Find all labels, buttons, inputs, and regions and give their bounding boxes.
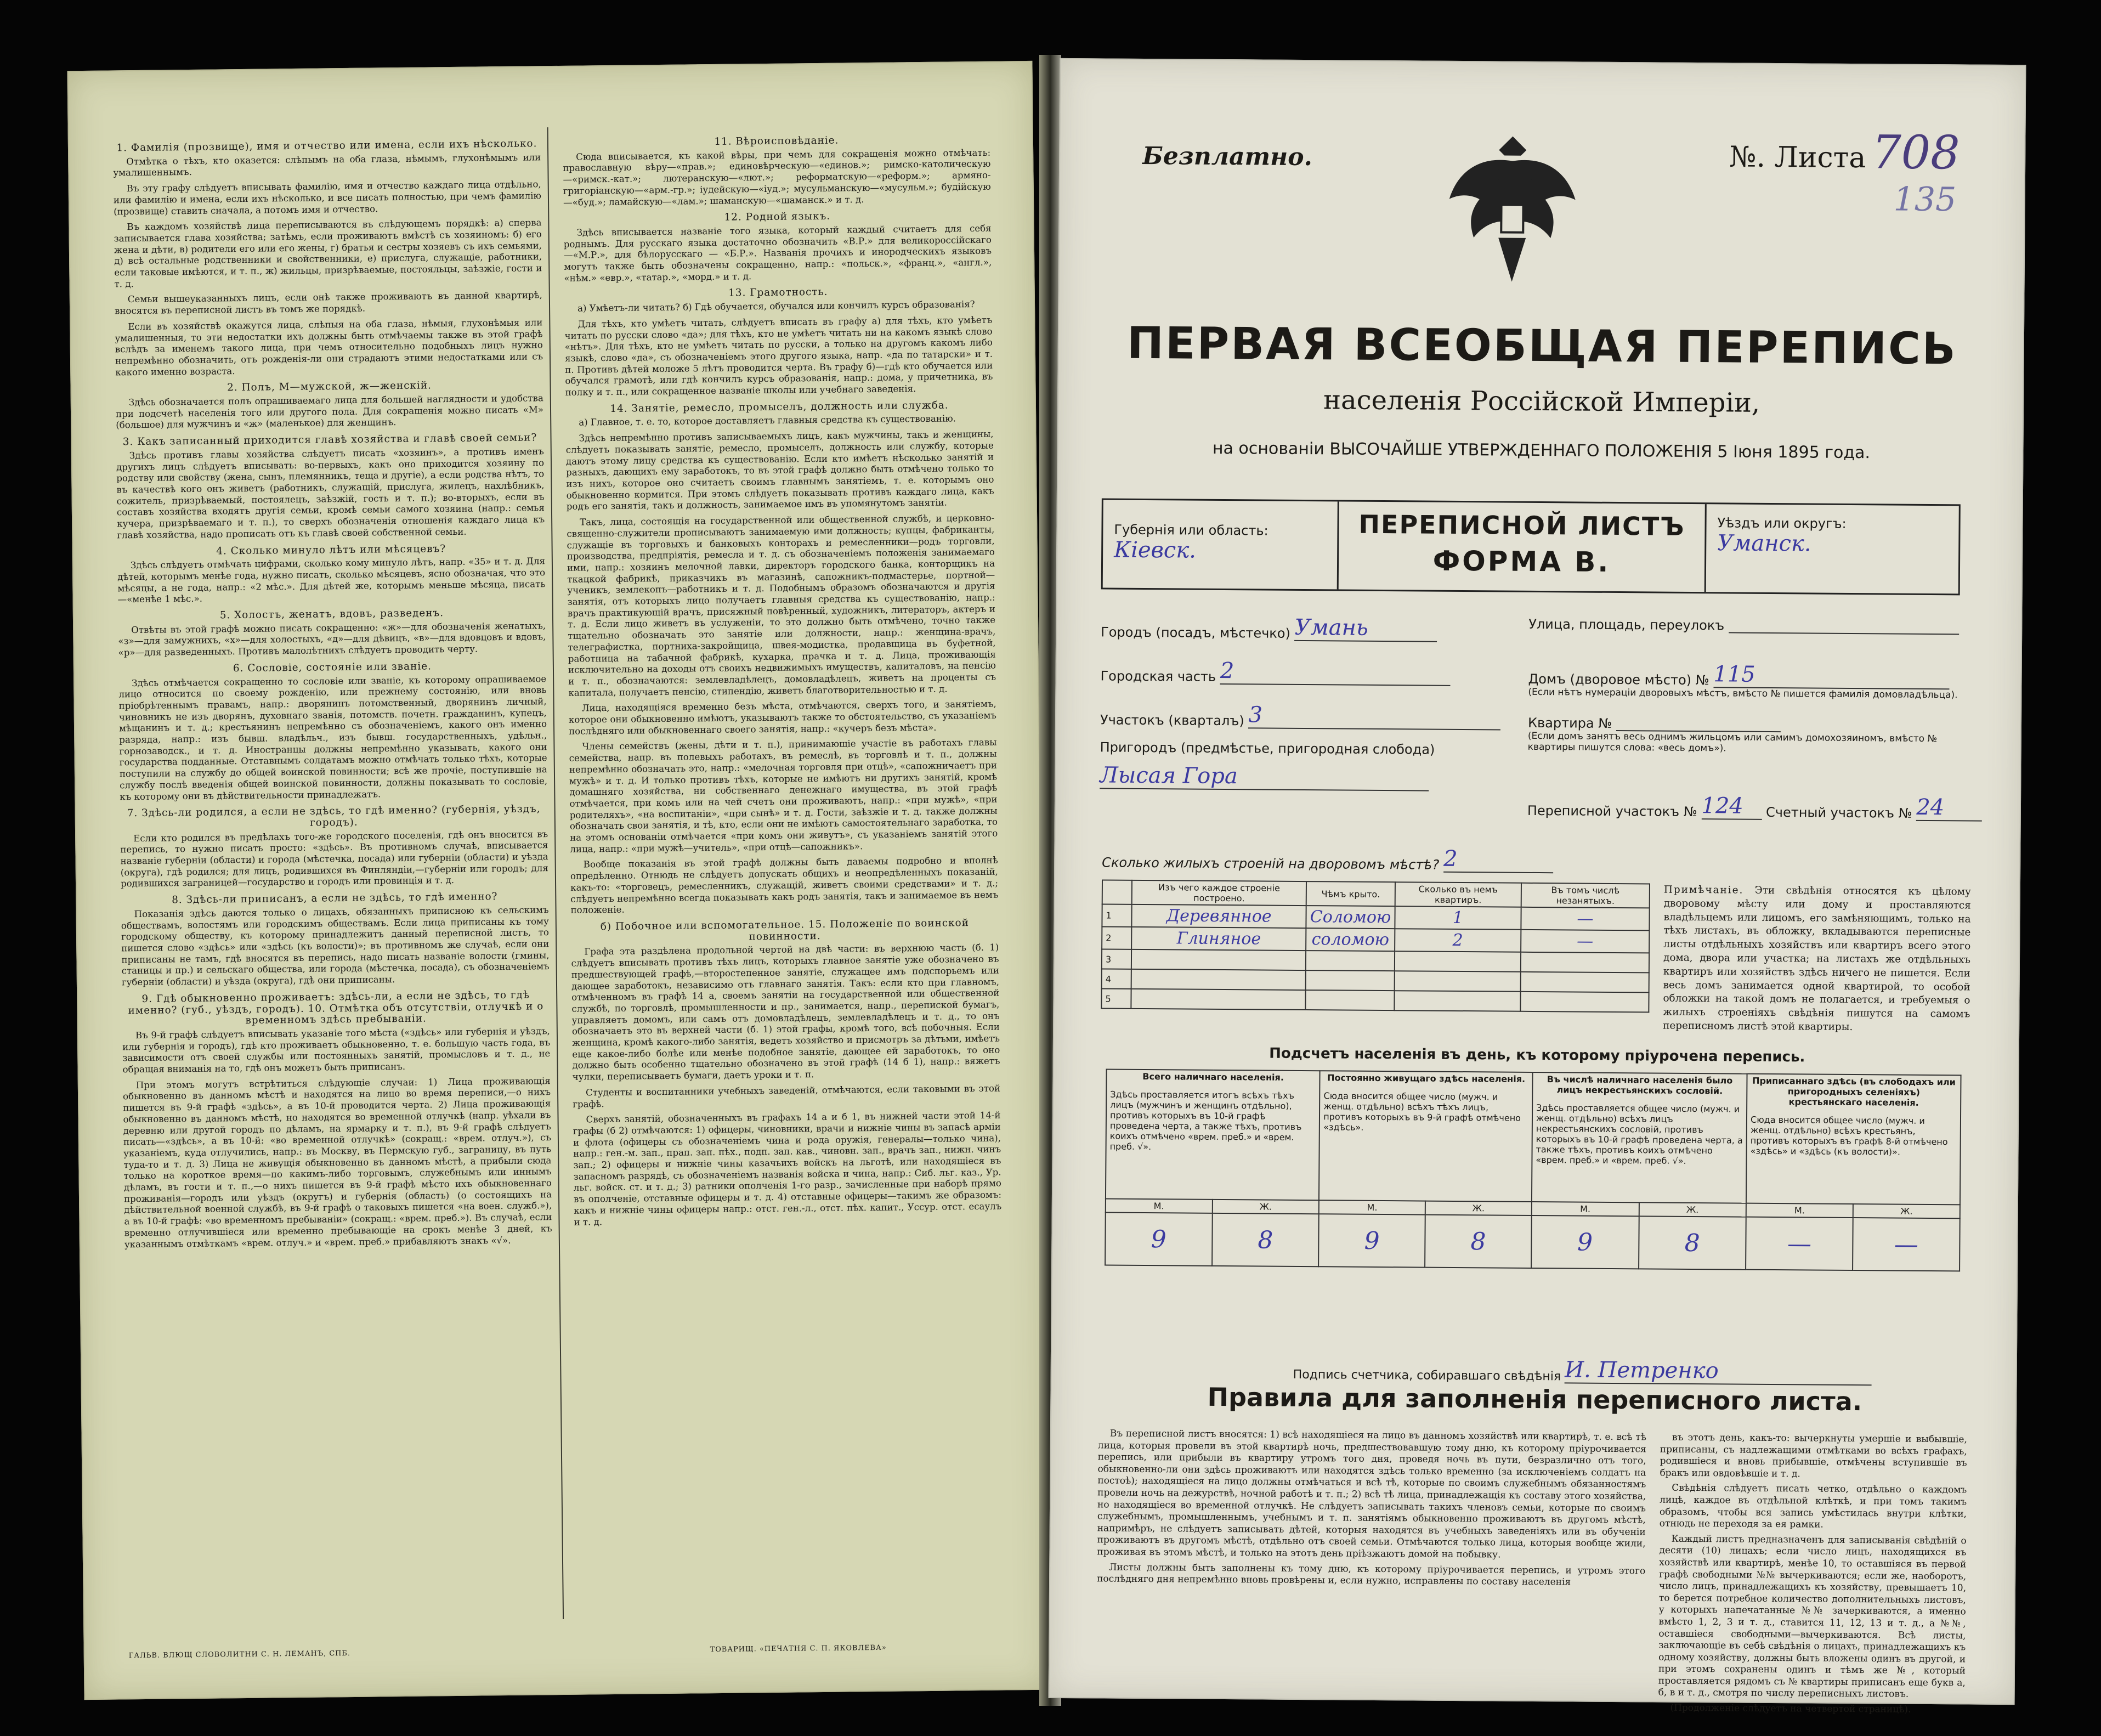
population-count-title: Подсчетъ населенія въ день, къ которому пріурочена перепись. [1269,1045,1805,1066]
count-header-description: Здѣсь проставляется общее число (мужч. и женщ. отдѣльно) всѣхъ лицъ некрестьянскихъ сословій, противъ которыхъ въ 10-й графѣ проведена черта, а также тѣхъ, противъ коихъ отмѣчено «врем. преб.» и «врем. преб. √». [1536,1102,1743,1166]
city-label: Городъ (посадъ, мѣстечко) [1101,624,1291,641]
enumerator-signature: И. Петренко [1565,1357,1872,1386]
buildings-cell-apts: 1 [1395,906,1521,930]
buildings-cell-n: 2 [1102,926,1131,949]
paragraph: Въ каждомъ хозяйствѣ лица переписываются въ слѣдующемъ порядкѣ: а) сперва записывается глава хозяйства; затѣмъ, если проживаютъ вмѣстѣ съ хозяиномъ: б) его жена и дѣти, в) родители его или его жены, г) братья и сестры хозяевъ съ ихъ семьями, д) всѣ остальные родственники и свойственники, е) прислуга, служащіе, работники, если таковые имѣются, и т. п., ж) жильцы, призрѣваемые, постояльцы, заѣзжіе, гости и т. д. [114,217,542,290]
rule-paragraph: Свѣдѣнія слѣдуетъ писать четко, отдѣльно о каждомъ лицѣ, каждое въ отдѣльной клѣткѣ, и при томъ такимъ образомъ, чтобы вся запись умѣстилась внутри клѣтки, отнюдь не переходя за ея рамки. [1659,1483,1967,1530]
street-row [1528,617,1959,635]
section-heading: 4. Сколько минуло лѣтъ или мѣсяцевъ? [216,542,446,557]
count-value: — [1746,1217,1853,1270]
paragraph: Сверхъ занятій, обозначенныхъ въ графахъ 14 а и б 1, въ нижней части этой 14-й графы (б 2) отмѣчаются: 1) офицеры, чиновники, врачи и нижніе чины въ запасѣ арміи и флота (офицеры съ обозначеніемъ чина и рода оружія, генералы—только чина), напр.: ген.-м. зап., прап. зап. пѣх., подп. зап. кав., чиновн. зап., врачъ зап., нижн. чинъ зап.; 2) офицеры и нижніе чины казачьихъ войскъ на льготѣ, или находящіеся въ запасномъ разрядѣ, съ обозначеніемъ названія войска и чина, напр.: Сиб. льг. каз., Ур. льг. войск. ст. и т. д.; 3) ратники ополченія 1-го разр., зачисленные при наборѣ прямо въ ополченіе, отставные офицеры и т. д. 4) отставные офицеры—такимъ же образомъ: какъ и нижніе чины офицеры напр.: отст. ген.-л., отст. пѣх. капит., Уссур. отст. есаулъ и т. д. [573,1110,1002,1228]
sheet-number-label: №. Листа [1729,140,1866,175]
census-district-row [1527,792,1983,822]
city-row [1101,613,1437,642]
count-value: 9 [1318,1214,1425,1267]
count-header-cell [1532,1072,1747,1203]
buildings-cell-roof [1306,970,1395,991]
section-heading: 3. Какъ записанный приходится главѣ хозяйства и главѣ своей семьи? [122,432,537,448]
suburb-row [1100,739,1435,791]
sheet-title-cell [1339,501,1707,592]
form-title: ФОРМА В. [1432,545,1611,578]
rule-paragraph: Листы должны быть заполнены къ тому дню, къ которому пріурочивается перепись, и утромъ этого послѣдняго дня непремѣнно вновь провѣрены и, если нужно, исправлены по составу населенія [1097,1562,1646,1588]
enumerator-signature-row [1293,1355,1872,1386]
buildings-cell-empty: — [1521,907,1649,931]
count-header-description: Здѣсь проставляется итогъ всѣхъ тѣхъ лицъ (мужчинъ и женщинъ отдѣльно), противъ которыхъ въ 10-й графѣ проведена черта, а также тѣхъ, противъ коихъ отмѣчено «врем. преб.» и «врем. преб. √». [1109,1089,1302,1152]
census-district-value: 124 [1701,793,1762,820]
paragraph: Здѣсь противъ главы хозяйства слѣдуетъ писать «хозяинъ», а противъ именъ другихъ лицъ слѣдуетъ вписывать: во-первыхъ, какъ оно приходится хозяину по родству или свойству (жена, сынъ, племянникъ, теща и другіе), а если родства нѣтъ, то въ качествѣ кого онъ живетъ (работникъ, служащій, прислуга, жилецъ, нахлѣбникъ, сожитель, призрѣваемый, постоялецъ, заѣзжій, гость и т. п.); во-вторыхъ, если въ составъ хозяйства входятъ другія семьи, кромѣ семьи самого хозяина (напр.: семья кучера, призрѣваемаго и т. п.), то сверхъ обозначенія отношенія каждаго лица къ главѣ хозяйства, надо прописать отъ къ главѣ своей собственной семьи. [116,446,545,541]
left-page-instructions [67,61,1049,1700]
instructions-column-1 [113,133,556,1618]
rules-title: Правила для заполненія переписного листа. [1207,1382,1862,1417]
section-heading: 7. Здѣсь-ли родился, а если не здѣсь, то гдѣ именно? (губернія, уѣздъ, городъ). [127,803,541,829]
paragraph: Вообще показанія въ этой графѣ должны быть даваемы подробно и вполнѣ опредѣленно. Отнюдь не слѣдуетъ допускать общихъ и неопредѣленныхъ показаній, какъ-то: «торговецъ, ремесленникъ, служащій, живетъ своими средствами» и т. д.; слѣдуетъ непремѣнно всегда показывать какъ родъ занятія, такъ и занимаемое въ немъ положеніе. [570,855,999,916]
buildings-col-empty: Въ томъ числѣ незанятыхъ. [1521,883,1650,908]
note-text: Эти свѣдѣнія относятся къ цѣлому дворовому мѣсту или дому и проставляются владѣльцемъ или лицомъ, его замѣняющимъ, только на тѣхъ листахъ, въ обложку, вкладываются переписные листы отдѣльныхъ хозяйствъ или квартиръ всего этого дома, двора или участка; на листахъ же отдѣльныхъ квартиръ или хозяйствъ здѣсь ничего не пишется. Если весь домъ занимается одной квартирой, то особой обложки на такой домъ не полагается, и требуемыя о жилыхъ строеніяхъ свѣдѣнія пишутся на самомъ переписномъ листѣ этой квартиры. [1663,884,1971,1033]
city-part-label: Городская часть [1100,668,1216,685]
uezd-label: Уѣздъ или округъ: [1717,515,1847,531]
paragraph: Лица, находящіяся временно безъ мѣста, отмѣчаются, сверхъ того, и занятіемъ, которое они обыкновенно имѣютъ, указываютъ также то обстоятельство, съ указаніемъ послѣдняго или обыкновеннаго своего занятія, напр.: «кучеръ безъ мѣста». [568,698,996,737]
section-heading: 11. Вѣроисповѣданіе. [714,134,839,148]
sheet-number-value-secondary: 135 [1893,180,1957,219]
buildings-cell-apts [1394,991,1520,1011]
buildings-row [1102,926,1649,953]
buildings-cell-n: 4 [1102,969,1131,988]
sheet-title: ПЕРЕПИСНОЙ ЛИСТЪ [1358,509,1685,541]
count-sex-female: Ж. [1853,1204,1960,1218]
population-count-table [1105,1069,1961,1272]
count-sex-female: Ж. [1425,1201,1532,1215]
buildings-cell-roof: соломою [1306,928,1395,951]
paragraph: Студенты и воспитанники учебныхъ заведеній, отмѣчаются, если таковыми въ этой графѣ. [573,1083,1001,1110]
section-heading: 6. Сословіе, состояніе или званіе. [233,660,432,675]
house-label: Домъ (дворовое мѣсто) № [1528,671,1709,688]
form-header-box [1101,498,1961,595]
buildings-note [1663,884,1971,1036]
count-header-description: Сюда вносится общее число (мужч. и женщ. отдѣльно) всѣхъ тѣхъ лицъ, противъ которыхъ въ 9-й графѣ отмѣчено «здѣсь». [1323,1090,1521,1133]
suburb-label: Пригородъ (предмѣстье, пригородная слобода) [1100,739,1435,757]
rule-paragraph: (Продолженіе слѣдуетъ на четвертой страницѣ). [1670,1702,1911,1715]
count-header-cell [1106,1070,1320,1201]
buildings-col-number [1102,880,1132,904]
section-heading: 14. Занятіе, ремесло, промыселъ, должность или служба. [610,399,949,415]
count-sex-male: М. [1106,1199,1213,1213]
province-label: Губернія или область: [1114,522,1268,539]
buildings-cell-roof [1306,951,1395,971]
paragraph: а) Умѣетъ-ли читать? б) Гдѣ обучается, обучался или кончилъ курсъ образованія? [577,299,975,314]
count-values-row [1105,1213,1960,1271]
paragraph: Въ эту графу слѣдуетъ вписывать фамилію, имя и отчество каждаго лица отдѣльно, или фамилію и имена, если ихъ нѣсколько, и все писать полностью, при чемъ фамилію (прозвище) ставить сначала, а потомъ имя и отчество. [113,179,542,217]
buildings-cell-roof [1306,990,1395,1010]
count-header-description: Сюда вносится общее число (мужч. и женщ. отдѣльно) всѣхъ крестьянъ, противъ которыхъ въ графѣ 8-й отмѣчено «здѣсь» и «здѣсь (къ волости)». [1750,1114,1948,1157]
census-main-title: ПЕРВАЯ ВСЕОБЩАЯ ПЕРЕПИСЬ [1126,317,1958,375]
paragraph: Отмѣтка о тѣхъ, кто оказется: слѣпымъ на оба глаза, нѣмымъ, глухонѣмымъ или умалишеннымъ. [113,151,541,178]
paragraph: Здѣсь обозначается полъ опрашиваемаго лица для большей наглядности и удобства при подсчетѣ населенія того или другого пола. Для сокращенія можно писать «М» (большое) для мужчинъ и «ж» (маленькое) для женщинъ. [115,393,544,431]
note-title: Примѣчаніе. [1663,884,1744,896]
paragraph: Сюда вписывается, къ какой вѣры, при чемъ для сокращенія можно отмѣчать: православную вѣру—«прав.»; единовѣрческую—«единов.»; римско-католическую—«римск.-кат.»; лютеранскую—«лют.»; реформатскую—«реформ.»; армяно-григоріанскую—«арм.-гр.»; іудейскую—«іуд.»; мусульманскую—«мусульм.»; будійскую—«буд.»; ламайскую—«лам.»; шаманскую—«шаманск.» и т. д. [563,147,991,208]
count-district-label: Счетный участокъ № [1765,804,1912,821]
section-heading: 1. Фамилія (прозвище), имя и отчество или имена, если ихъ нѣсколько. [116,138,537,154]
buildings-count-value: 2 [1443,846,1553,873]
count-header-title: Приписаннаго здѣсь (въ слободахъ или пригородныхъ селеніяхъ) крестьянскаго населенія. [1752,1075,1956,1108]
buildings-cell-material [1131,949,1306,970]
paragraph: Такъ, лица, состоящія на государственной или общественной службѣ, и церковно-священно-служители прописываютъ занимаемую ими должность; купцы, фабриканты, служащіе въ торговыхъ и банковыхъ конторахъ и ремесленники—родъ торговли, производства, предпріятія, ремесла и т. д. съ обозначеніемъ положенія занимаемаго ими, напр.: хозяинъ мелочной лавки, директоръ городского банка, конторщикъ на ткацкой фабрикѣ, приказчикъ въ магазинѣ, сапожникъ-подмастерье, портной—ученикъ, землекопъ—работникъ и т. д. Подобнымъ образомъ обозначаются и другія занятія, отъ которыхъ лицо получаетъ главныя средства къ существованію, напр.: врачъ практикующій врачъ, присяжный повѣренный, художникъ, литераторъ, актеръ и т. д. Если лицо живетъ въ услуженіи, то это должно быть отмѣчено, точно также тщательно обозначать это занятіе или должности, напр.: женщина-врачъ, телеграфистка, портниха-закройщица, швея-модистка, продавщица въ буфетной, работница на табачной фабрикѣ, кухарка, прачка и т. д. Лица, проживающія исключительно на доходы отъ своихъ недвижимыхъ имуществъ, капиталовъ, на пенсію и т. п., обозначаются: землевладѣлецъ, домовладѣлецъ, живетъ на проценты съ капитала, получаетъ пенсію, стипендію, живетъ благотворительностью и т. д. [567,512,996,698]
uezd-cell [1706,504,1959,593]
paragraph: Здѣсь непремѣнно противъ записываемыхъ лицъ, какъ мужчины, такъ и женщины, слѣдуетъ показывать занятіе, ремесло, промыселъ, должность или службу, которые даютъ этому лицу средства къ существованію. Если кто имѣетъ нѣсколько занятій и разныхъ, дающихъ ему заработокъ, то въ этой графѣ должно быть отмѣчено только то изъ нихъ, которое оно считаетъ своимъ главнымъ занятіемъ, т. е. которымъ оно обыкновенно кормится. При этомъ слѣдуетъ показывать противъ каждаго лица, какъ родъ его занятія, такъ и должность, занимаемое имъ въ упомянутомъ занятіи. [565,428,994,512]
province-cell [1103,500,1339,589]
count-value: 9 [1105,1213,1212,1266]
section-heading: 13. Грамотность. [728,286,828,299]
printer-imprint-right: ТОВАРИЩ. «ПЕЧАТНЯ С. П. ЯКОВЛЕВА» [710,1643,887,1654]
province-value: Кіевск. [1114,537,1197,563]
buildings-cell-apts [1395,951,1521,972]
rule-paragraph: въ этотъ день, какъ-то: вычеркнуты умершіе и выбывшіе, приписаны, съ надлежащими отмѣтками во всѣхъ графахъ, родившіеся и вновь прибывшіе, отмѣчены вступившіе въ бракъ или овдовѣвшіе и т. д. [1660,1432,1967,1480]
apartment-row [1528,715,1978,756]
district-label: Участокъ (кварталъ) [1100,712,1244,729]
count-value: 8 [1425,1215,1532,1268]
count-sex-female: Ж. [1212,1200,1319,1214]
sheet-number-value: 708 [1871,125,1960,180]
paragraph: Если кто родился въ предѣлахъ того-же городского поселенія, гдѣ онъ вносится въ перепись, то нужно писать просто: «здѣсь». Въ противномъ случаѣ, вписывается названіе губерніи (области) и города (мѣстечка, посада) или губерніи (области) и уѣзда (округа), гдѣ родился; для лицъ, родившихся въ Финляндіи,—губерніи или городъ; для родившихся заграницей—государство и городъ или провинція и т. д. [120,828,548,889]
count-header-cell [1746,1074,1961,1205]
buildings-col-material: Изъ чего каждое строеніе построено. [1132,880,1307,906]
buildings-cell-material [1131,989,1306,1010]
buildings-cell-material [1131,969,1306,990]
buildings-cell-roof: Соломою [1306,906,1395,929]
buildings-table-body [1101,904,1649,1012]
buildings-col-apartments: Сколько въ немъ квартиръ. [1395,882,1521,907]
buildings-cell-material: Глиняное [1131,927,1306,951]
paragraph: Здѣсь отмѣчается сокращенно то сословіе или званіе, къ которому опрашиваемое лицо относится по своему рожденію, или прежнему состоянію, или вновь пріобрѣтеннымъ правамъ, напр.: дворянинъ потомственный, дворянинъ личный, чиновникъ не изъ дворянъ, духовнаго званія, потомств. почетн. гражданинъ, купецъ, мѣщанинъ и т. д.; крестьянинъ непремѣнно съ обозначеніемъ, какого онъ именно разряда, напр.: изъ бывш. владѣльч., изъ бывш. государственныхъ, удѣльн., горнозаводск., и т. д. Иностранцы должны непремѣнно указывать, какого они государства подданные. Отставнымъ солдатамъ можно отмѣчать только тѣхъ, которые поступили на службу до общей воинской повинности; всѣ же прочіе, поступившіе на службу послѣ введенія общей воинской повинности, должны показывать то сословіе, къ которому они въ дѣйствительности принадлежатъ. [118,673,548,802]
paragraph: Отвѣты въ этой графѣ можно писать сокращенно: «ж»—для обозначенія женатыхъ, «з»—для замужнихъ, «х»—для холостыхъ, «д»—для дѣвицъ, «в»—для вдовцовъ и вдовъ, «р»—для разведенныхъ. Противъ малолѣтнихъ слѣдуетъ проводить черту. [118,620,546,658]
count-header-title: Всего наличнаго населенія. [1142,1071,1284,1083]
rule-paragraph: Каждый листъ предназначенъ для записыванія свѣдѣній о десяти (10) лицахъ; если число лицъ, находящихся въ хозяйствѣ или квартирѣ, менѣе 10, то оставшіяся въ первой графѣ свободными №№ вычеркиваются; если же, наоборотъ, число лицъ, принадлежащихъ къ хозяйству, превышаетъ 10, то берется потребное количество дополнительныхъ листовъ, у которыхъ напечатанные №№ зачеркиваются, а именно вмѣсто 1, 2, 3 и т. д., ставится 11, 12, 13 и т. д., а №№, оставшіеся свободными—вычеркиваются. Всѣ листы, заключающіе въ себѣ свѣдѣнія о лицахъ, принадлежащихъ къ одному хозяйству, должны быть вложены одинъ въ другой, и при этомъ сохранены одинъ и тѣмъ же №, который проставляется рядомъ съ № квартиры приписанъ еще букв а, б, в и т. д., смотря по числу переписныхъ листовъ. [1658,1533,1967,1700]
buildings-question: Сколько жилыхъ строеній на дворовомъ мѣстѣ? [1102,855,1440,873]
count-header-title: Постоянно живущаго здѣсь населенія. [1327,1072,1526,1084]
count-sex-female: Ж. [1639,1202,1746,1217]
buildings-question-row [1102,844,1553,873]
count-value: 8 [1212,1213,1319,1266]
census-subtitle: населенія Россійской Имперіи, [1323,384,1760,419]
paragraph: Графа эта раздѣлена продольной чертой на двѣ части: въ верхнюю часть (б. 1) слѣдуетъ вписывать противъ тѣхъ лицъ, которыхъ главное занятіе уже обозначено въ предшествующей графѣ,—второстепенное занятіе, служащее имъ подспорьемъ или дающее заработокъ, независимо отъ главнаго занятія. Такъ: если кто при главномъ, отмѣченномъ въ графѣ 14 а, своемъ занятіи на государственной или общественной службѣ, по торговлѣ, промышленности и пр., занимается, напр., перепиской бумагъ, управляетъ домомъ, или самъ отъ домовладѣлецъ, землевладѣлецъ и т. д., то онъ обозначаетъ это въ верхней части (б. 1) этой графы, кромѣ того, всѣ побочныя. Если женщина, кромѣ какого-либо занятія, ведетъ хозяйство и присмотръ за дѣтьми, имѣетъ еще какое-либо болѣе или менѣе подобное занятіе, дающее ей заработокъ, то оно должно быть особенно тщательно обозначено въ этой графѣ (14 б 1), напр.: вяжетъ чулки, переписываетъ бумаги, даетъ уроки и т. п. [571,942,1000,1082]
city-part-value: 2 [1220,658,1451,686]
paragraph: Здѣсь слѣдуетъ отмѣчать цифрами, сколько кому минуло лѣтъ, напр. «35» и т. д. Для дѣтей, которымъ менѣе года, нужно писать, сколько мѣсяцевъ, ясно обозначая, что это мѣсяцы, а не года, напр.: «2 мѣс.». Для дѣтей же, которымъ меньше мѣсяца, писать—«менѣе 1 мѣс.». [117,556,546,605]
buildings-table [1101,879,1650,1013]
buildings-cell-apts [1394,971,1520,992]
paragraph: Въ 9-й графѣ слѣдуетъ вписывать указаніе того мѣста («здѣсь» или губернія и уѣздъ, или губернія и городъ), гдѣ кто проживаетъ обыкновенно, т. е. большую часть года, въ зависимости отъ своей службы или постоянныхъ занятій, промысловъ и т. д., не обращая вниманія на то, гдѣ онъ можетъ быть приписанъ. [122,1026,551,1075]
signature-label: Подпись счетчика, собиравшаго свѣдѣнія [1293,1367,1561,1384]
street-value [1729,632,1959,635]
paragraph: а) Главное, т. е. то, которое доставляетъ главныя средства къ существованію. [579,413,956,428]
district-value: 3 [1248,702,1500,730]
printer-imprint-left: ГАЛЬВ. ВЛЮЩ СЛОВОЛИТНИ С. Н. ЛЕМАНЪ, СПБ. [128,1649,351,1660]
section-heading: 2. Полъ, М—мужской, ж—женскій. [227,380,432,394]
buildings-cell-n: 5 [1101,988,1131,1008]
buildings-cell-apts: 2 [1395,929,1521,952]
instructions-column-2 [563,128,1006,1614]
city-part-row [1100,657,1450,686]
buildings-cell-n: 1 [1102,904,1131,926]
right-page-census-form [1049,58,2026,1715]
count-sex-male: М. [1319,1200,1425,1214]
free-label: Безплатно. [1142,142,1313,172]
paragraph: При этомъ могутъ встрѣтиться слѣдующіе случаи: 1) Лица проживающія обыкновенно въ данномъ мѣстѣ и находятся на лицо во время переписи,—о нихъ пишется въ 9-й графѣ «здѣсь», а въ 10-й проводится черта. 2) Лица проживающія обыкновенно въ данномъ мѣстѣ, но находятся во временной отлучкѣ (напр. уѣхали въ деревню или другой городъ по дѣламъ, на ярмарку и т. п.), въ 9-й графѣ слѣдуетъ писать—«здѣсь», а въ 10-й: «во временной отлучкѣ» (сокращ.: «врем. отлуч.»), съ указаніемъ, куда отлучились, напр.: въ Москву, въ Пермскую губ., заграницу, въ путь туда-то и т. д. 3) Лица не живущія обыкновенно въ данномъ мѣстѣ, а прибыли сюда только на короткое время—по какимъ-либо торговымъ, служебнымъ или иннымъ дѣламъ, въ гости и т. п.,—о нихъ пишется въ 9-й графѣ мѣсто ихъ обыкновеннаго проживанія—городъ или уѣздъ (округъ) и губернія (область) (о состоящихъ на дѣйствительной военной службѣ, въ 9-й графѣ о таковыхъ пишется «на воен. служб.»), а въ 10-й графѣ: «во временномъ пребываніи» (сокращ.: «врем. преб.»). Въ случаѣ, если временно отлучившіеся или временно пребывающіе на срокъ менѣе 3 дней, къ указаннымъ отмѣткамъ «врем. отлуч.» и «врем. преб.» прибавляютъ знакъ «√». [122,1075,552,1249]
section-heading: 9. Гдѣ обыкновенно проживаетъ: здѣсь-ли, а если не здѣсь, то гдѣ именно? (губ., уѣздъ, городъ). 10. Отмѣтка объ отсутствіи, отлучкѣ и о временномъ здѣсь пребываніи. [128,989,544,1027]
paragraph: Семьи вышеуказанныхъ лицъ, если онѣ также проживаютъ въ данной квартирѣ, вносятся въ переписной листъ въ томъ же порядкѣ. [114,290,542,316]
buildings-col-roof: Чѣмъ крыто. [1306,881,1395,906]
count-header-title: Въ числѣ наличнаго населенія было лицъ некрестьянскихъ сословій. [1547,1074,1733,1096]
legal-basis [1058,438,2024,463]
paragraph: Для тѣхъ, кто умѣетъ читать, слѣдуетъ вписать въ графу а) для тѣхъ, кто умѣетъ читать по русски слово «да»; для тѣхъ, кто не умѣетъ читать ни на какомъ языкѣ слово «нѣтъ». Для тѣхъ, кто не умѣетъ читать по русски, а только на другомъ какомъ либо языкѣ, слово «да», съ обозначеніемъ этого другого языка, напр. «да по татарски» и т. п. Противъ дѣтей моложе 5 лѣтъ проводится черта. Въ графу б)—гдѣ кто обучается или обучался грамотѣ, или гдѣ кончилъ курсъ образованія, напр.: дома, у причетника, въ полку и т. п., или сокращенное названіе школы или учебнаго заведенія. [564,314,993,398]
buildings-row [1101,988,1649,1012]
uezd-value: Уманск. [1717,530,1811,557]
apartment-note: (Если домъ занятъ весь однимъ жильцомъ или самимъ домохозяиномъ, вмѣсто № квартиры пишутся слова: «весь домъ»). [1527,730,1938,754]
legal-basis-prefix: на основаніи [1212,438,1324,459]
buildings-table-header [1102,880,1650,908]
count-sex-male: М. [1532,1202,1639,1216]
rule-paragraph: Въ переписной листъ вносятся: 1) всѣ находящіеся на лицо въ данномъ хозяйствѣ или квартирѣ, т. е. всѣ тѣ лица, которыя провели въ этой квартирѣ ночь, предшествовавшую тому дню, къ которому пріурочивается перепись, или прибыли въ квартиру утромъ того дня, проведя ночь въ пути, безразлично отъ того, обыкновенно-ли они здѣсь проживаютъ или находятся здѣсь только временно (за исключеніемъ солдатъ на постоѣ); находящіеся на лицо должны отмѣчаться и всѣ тѣ, которые по своимъ служебнымъ обязанностямъ провели ночь на дежурствѣ, ночной работѣ и т. п.; 2) всѣ тѣ лица, принадлежащія къ составу этого хозяйства, но находящіеся во временной отлучкѣ. Не слѣдуетъ записывать такихъ членовъ семьи, которые по своимъ служебнымъ, промышленнымъ, учебнымъ и т. п. занятіямъ обыкновенно проживаютъ въ другомъ мѣстѣ, напримѣръ, не слѣдуетъ записывать дѣтей, которыя находятся въ учебныхъ заведеніяхъ или въ обученіи проживаютъ въ другомъ мѣстѣ, отдѣльно отъ своей семьи. Отмѣчаются только лица, которыя вообще жили, проживая въ этомъ мѣстѣ, и только на этотъ день пріѣзжаютъ домой на побывку. [1097,1428,1646,1560]
buildings-cell-empty [1520,992,1649,1013]
street-label: Улица, площадь, переулокъ [1528,616,1725,634]
section-heading: 5. Холостъ, женатъ, вдовъ, разведенъ. [219,607,444,621]
count-district-value: 24 [1916,795,1982,822]
imperial-eagle-emblem [1443,128,1581,293]
buildings-cell-material: Деревянное [1131,904,1306,928]
count-value: — [1853,1218,1960,1271]
rules-column-right [1658,1432,1967,1715]
section-heading: 12. Родной языкъ. [724,210,831,223]
district-row [1100,701,1501,730]
paragraph: Здѣсь вписывается названіе того языка, который каждый считаетъ для себя роднымъ. Для русскаго языка достаточно обозначить «В.Р.» для великороссійскаго—«М.Р.», для бѣлорусскаго — «Б.Р.». Названія прочихъ и инородческихъ языковъ могутъ также быть обозначены сокращенно, напр.: «польск.», «франц.», «англ.», «нѣм.» «евр.», «татар.», «морд.» и т. д. [563,223,992,284]
apartment-label: Квартира № [1527,715,1612,731]
count-sex-male: М. [1746,1203,1853,1218]
buildings-cell-empty: — [1521,930,1649,953]
paragraph: Показанія здѣсь даются только о лицахъ, обязанныхъ приписною къ сельскимъ обществамъ, волостямъ или городскимъ обществамъ. Если лица приписаны къ тому городскому обществу, къ которому принадлежитъ данный переписной листъ, то пишется слово «здѣсь» или «здѣсь (къ волости)»; въ противномъ же случаѣ, если они приписаны не тамъ, гдѣ вносятся въ перепись, надо писать названіе волости (гмины, станицы и пр.) и сельскаго общества, или города (мѣстечка, посада), съ обозначеніемъ губерніи (области) и уѣзда (округа), гдѣ они приписаны. [121,904,550,988]
house-note: (Если нѣтъ нумераціи дворовыхъ мѣстъ, вмѣсто № пишется фамилія домовладѣльца). [1528,686,1958,701]
section-heading: б) Побочное или вспомогательное. 15. Положеніе по воинской повинности. [600,917,970,943]
rules-column-left [1096,1428,1646,1695]
count-value: 9 [1531,1215,1639,1269]
section-heading: 8. Здѣсь-ли приписанъ, а если не здѣсь, то гдѣ именно? [172,891,498,906]
legal-basis-main: ВЫСОЧАЙШЕ УТВЕРЖДЕННАГО ПОЛОЖЕНІЯ 5 Іюня 1895 года. [1329,439,1871,463]
census-district-label: Переписной участокъ № [1527,802,1697,820]
buildings-cell-empty [1521,952,1649,973]
house-row [1528,660,1958,700]
paragraph: Члены семействъ (жены, дѣти и т. п.), принимающіе участіе въ работахъ главы семейства, напр. въ полевыхъ работахъ, въ ремеслѣ, въ торговлѣ и т. п., должны непремѣнно обозначать это, напр.: «мелочная торговля при отцѣ», «сапожничаетъ при мужѣ» и т. д. И только противъ тѣхъ, которые не имѣютъ ни другихъ занятій, кромѣ домашняго хозяйства, ни собственнаго денежнаго имущества, въ этой графѣ отмѣчается, при комъ или на чей счетъ они проживаютъ, напр.: «при мужѣ», «при родителяхъ», «на воспитаніи», «при сынѣ» и т. д. Гости, заѣзжіе и т. д. также должны обозначать свои занятія, и тѣ, кто, если они не имѣютъ самостоятельнаго заработка, то на этомъ основаніи отмѣчается «при комъ они живутъ», съ указаніемъ занятій этого лица, напр.: «при мужѣ—учитель», «при отцѣ—сапожникъ». [569,737,998,855]
count-header-row [1106,1070,1961,1205]
city-value: Умань [1294,615,1437,642]
count-header-cell [1319,1071,1532,1202]
paragraph: Если въ хозяйствѣ окажутся лица, слѣпыя на оба глаза, нѣмыя, глухонѣмыя или умалишенныя, то эти недостатки ихъ должны быть отмѣчаемы также въ этой графѣ вслѣдъ за именемъ такого лица, при чемъ относительно подобныхъ лицъ нужно непремѣнно обозначить, отъ рожденія-ли они страдаютъ этими недостатками или съ какого именно возраста. [115,317,543,378]
house-value: 115 [1713,661,1949,689]
count-value: 8 [1639,1216,1746,1269]
buildings-row [1102,904,1649,930]
buildings-cell-empty [1521,972,1649,993]
buildings-cell-n: 3 [1102,949,1131,969]
suburb-value: Лысая Гора [1100,762,1429,791]
